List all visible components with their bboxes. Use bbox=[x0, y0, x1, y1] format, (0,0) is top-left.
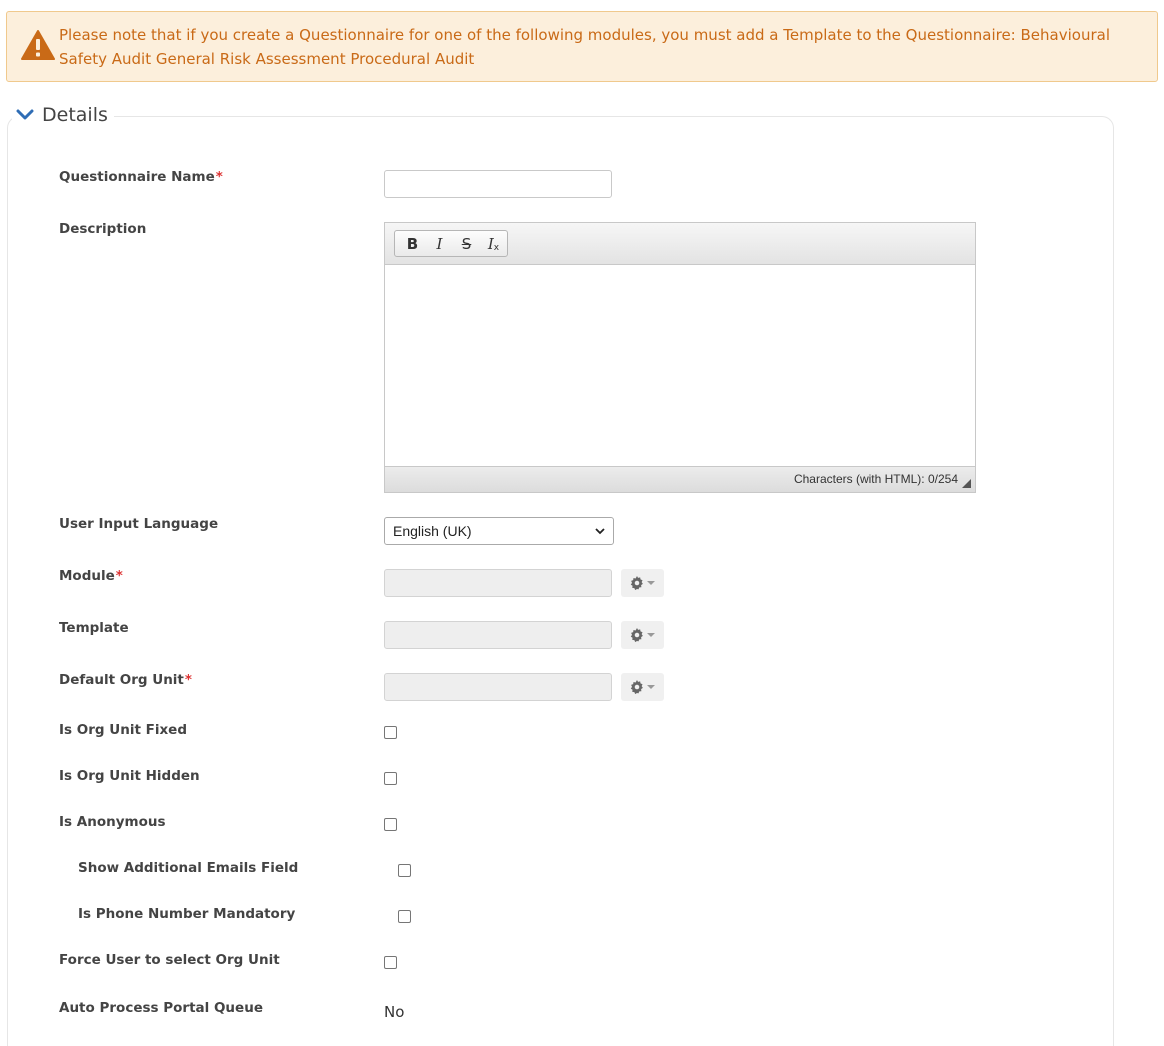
section-title: Details bbox=[42, 104, 108, 126]
resize-handle-icon[interactable] bbox=[962, 479, 971, 488]
module-options-button[interactable] bbox=[621, 569, 664, 597]
italic-icon[interactable]: I bbox=[436, 234, 443, 253]
is-org-unit-fixed-checkbox[interactable] bbox=[384, 726, 397, 739]
bold-icon[interactable]: B bbox=[406, 234, 419, 253]
alert-message: Please note that if you create a Questionnaire for one of the following modules, you must add a Template to the Questionnaire: Behavioural Safety Audit General Risk Assessment Procedural Audit bbox=[59, 26, 1110, 68]
required-marker: * bbox=[184, 672, 192, 688]
auto-process-portal-queue-value: No bbox=[384, 1003, 405, 1021]
editor-format-group bbox=[394, 230, 508, 257]
default-org-unit-label-text: Default Org Unit bbox=[59, 672, 184, 688]
chevron-down-icon bbox=[595, 527, 605, 535]
is-anonymous-label: Is Anonymous bbox=[59, 814, 166, 830]
character-count: Characters (with HTML): 0/254 bbox=[793, 472, 958, 486]
is-anonymous-checkbox[interactable] bbox=[384, 818, 397, 831]
template-input bbox=[384, 621, 612, 649]
default-org-unit-label bbox=[59, 672, 192, 688]
is-phone-mandatory-checkbox[interactable] bbox=[398, 910, 411, 923]
template-label: Template bbox=[59, 620, 129, 636]
caret-down-icon bbox=[647, 581, 655, 585]
questionnaire-name-label-text: Questionnaire Name bbox=[59, 169, 215, 185]
description-editor bbox=[384, 222, 976, 493]
module-label-text: Module bbox=[59, 568, 115, 584]
description-label: Description bbox=[59, 221, 147, 237]
caret-down-icon bbox=[647, 633, 655, 637]
description-textarea[interactable] bbox=[385, 265, 975, 466]
questionnaire-name-label bbox=[59, 169, 223, 185]
questionnaire-name-input[interactable] bbox=[384, 170, 612, 198]
strikethrough-icon[interactable]: S bbox=[461, 234, 472, 253]
caret-down-icon bbox=[647, 685, 655, 689]
is-phone-mandatory-label: Is Phone Number Mandatory bbox=[78, 906, 296, 922]
template-options-button[interactable] bbox=[621, 621, 664, 649]
show-additional-emails-label: Show Additional Emails Field bbox=[78, 860, 299, 876]
force-select-org-unit-checkbox[interactable] bbox=[384, 956, 397, 969]
editor-footer bbox=[385, 466, 975, 492]
warning-alert bbox=[6, 11, 1158, 82]
gear-icon bbox=[630, 680, 644, 694]
gear-icon bbox=[630, 576, 644, 590]
force-select-org-unit-label: Force User to select Org Unit bbox=[59, 952, 280, 968]
required-marker: * bbox=[215, 169, 223, 185]
auto-process-portal-queue-label: Auto Process Portal Queue bbox=[59, 1000, 263, 1016]
selected-language: English (UK) bbox=[393, 523, 472, 539]
default-org-unit-input bbox=[384, 673, 612, 701]
show-additional-emails-checkbox[interactable] bbox=[398, 864, 411, 877]
is-org-unit-hidden-label: Is Org Unit Hidden bbox=[59, 768, 200, 784]
is-org-unit-fixed-label: Is Org Unit Fixed bbox=[59, 722, 187, 738]
default-org-unit-options-button[interactable] bbox=[621, 673, 664, 701]
warning-triangle-icon bbox=[21, 29, 55, 61]
chevron-down-icon bbox=[16, 106, 34, 124]
details-section-toggle[interactable] bbox=[12, 102, 114, 128]
user-input-language-label: User Input Language bbox=[59, 516, 219, 532]
user-input-language-select[interactable] bbox=[384, 517, 614, 545]
is-org-unit-hidden-checkbox[interactable] bbox=[384, 772, 397, 785]
required-marker: * bbox=[115, 568, 123, 584]
module-label bbox=[59, 568, 123, 584]
clear-format-icon[interactable]: I x bbox=[487, 234, 500, 253]
editor-toolbar bbox=[385, 223, 975, 265]
gear-icon bbox=[630, 628, 644, 642]
module-input bbox=[384, 569, 612, 597]
